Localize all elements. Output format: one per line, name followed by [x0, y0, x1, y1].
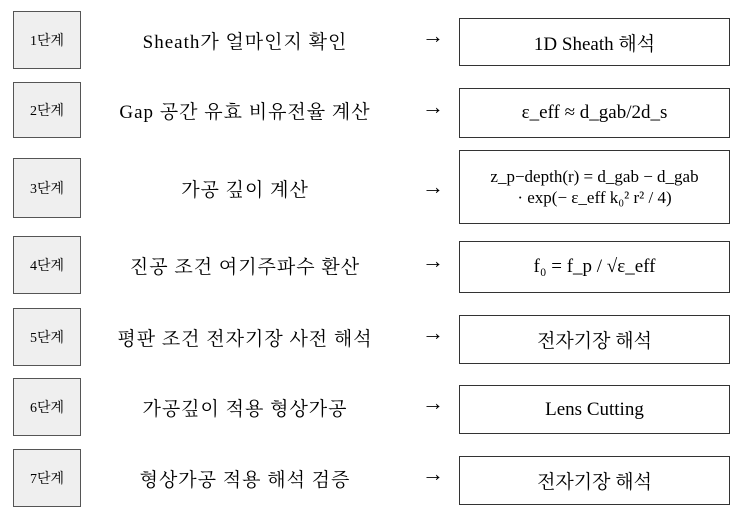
- arrow-5: →: [422, 320, 444, 345]
- step-label-2: 2단계: [13, 82, 81, 138]
- step-label-3: 3단계: [13, 158, 81, 218]
- step-description-4: 진공 조건 여기주파수 환산: [129, 256, 361, 278]
- step-label-4: 4단계: [13, 236, 81, 294]
- step-result-5: 전자기장 해석: [459, 315, 730, 364]
- step-description-5: 평판 조건 전자기장 사전 해석: [117, 328, 373, 350]
- formula-depth-line-2: · exp(− ε_eff k₀² r² / 4): [517, 188, 672, 207]
- step-description-6: 가공깊이 적용 형상가공: [142, 398, 348, 420]
- arrow-2: →: [422, 94, 444, 119]
- step-description-2: Gap 공간 유효 비유전율 계산: [119, 101, 371, 123]
- step-label-1: 1단계: [13, 11, 81, 69]
- step-label-7: 7단계: [13, 449, 81, 507]
- step-description-1: Sheath가 얼마인지 확인: [142, 31, 348, 53]
- step-description-3: 가공 깊이 계산: [181, 179, 309, 201]
- step-result-7: 전자기장 해석: [459, 456, 730, 505]
- step-result-4: [459, 241, 730, 293]
- arrow-6: →: [422, 390, 444, 415]
- arrow-7: →: [422, 461, 444, 486]
- step-result-6: Lens Cutting: [459, 385, 730, 434]
- step-label-5: 5단계: [13, 308, 81, 366]
- step-result-1: 1D Sheath 해석: [459, 18, 730, 66]
- formula-excitation-frequency: f₀ = f_p / √ε_eff: [533, 256, 656, 277]
- formula-depth-line-1: z_p−depth(r) = d_gab − d_gab: [490, 166, 699, 186]
- arrow-4: →: [422, 248, 444, 273]
- arrow-1: →: [422, 23, 444, 48]
- arrow-3: →: [422, 174, 444, 199]
- step-description-7: 형상가공 적용 해석 검증: [139, 469, 351, 491]
- formula-eps-eff-approx: ε_eff ≈ d_gab/2d_s: [521, 102, 668, 123]
- step-label-6: 6단계: [13, 378, 81, 436]
- step-result-3: [459, 150, 730, 224]
- step-result-2: [459, 88, 730, 138]
